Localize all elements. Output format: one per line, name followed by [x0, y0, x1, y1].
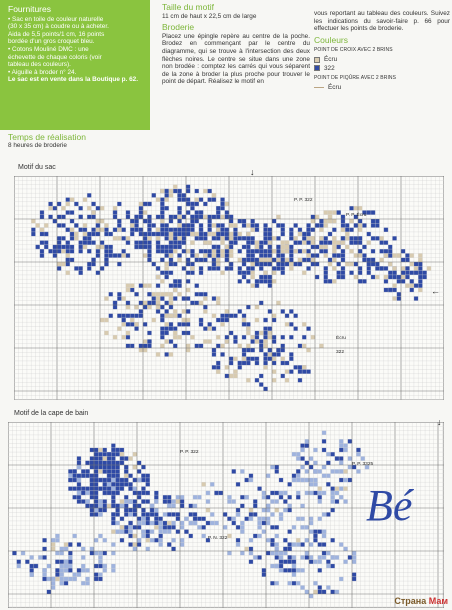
cross-stitch-heading: POINT DE CROIX AVEC 2 BRINS: [314, 47, 393, 54]
bag-mark-322: 322: [336, 350, 345, 355]
cape-chart-label: Motif de la cape de bain: [14, 410, 89, 417]
watermark-part2: Мам: [428, 596, 448, 606]
bag-chart-grid: [14, 176, 444, 400]
ecru-swatch-icon: [314, 57, 320, 63]
legend-label: 322: [324, 64, 335, 72]
center-arrow-down-icon: ↓: [437, 417, 442, 427]
supplies-line: tableau des couleurs).: [8, 61, 71, 69]
legend-label: Écru: [324, 55, 338, 63]
time-section: [8, 132, 158, 149]
supplies-note: Le sac est en vente dans la Boutique p. 62.: [8, 76, 138, 84]
cape-mark-pp3325: P. P. 3325: [352, 462, 374, 467]
legend-row-ecru: [314, 56, 450, 64]
legend-row-322: [314, 65, 450, 73]
supplies-line: • Cotons Mouliné DMC : une: [8, 45, 89, 53]
time-text: 8 heures de broderie: [8, 142, 67, 149]
supplies-line: Aida de 5,5 points/1 cm, 16 points: [8, 30, 105, 38]
continuation-text: vous reportant au tableau des couleurs. Suivez les indications du savoir-faire p. 66 pour effectuer les points de broderie.: [314, 10, 450, 33]
bag-mark-ppecru: P. P. Écru: [346, 213, 367, 218]
supplies-line: • Sac en toile de couleur naturelle: [8, 15, 104, 23]
center-arrow-left-icon: ←: [431, 286, 440, 296]
bag-mark-ecru: Écru: [336, 336, 346, 341]
cape-mark-pp322: P. P. 322: [180, 450, 199, 455]
legend-row-backstitch-ecru: [314, 84, 450, 92]
watermark-part1: Страна: [394, 596, 427, 606]
legend-label: Écru: [328, 83, 342, 91]
time-title: Temps de réalisation: [8, 132, 86, 142]
colors-title: Couleurs: [314, 34, 349, 45]
supplies-line: échevette de chaque coloris (voir: [8, 53, 102, 61]
bag-chart-label: Motif du sac: [18, 164, 56, 171]
supplies-line: • Aiguille à broder n° 24.: [8, 68, 77, 76]
backstitch-line-icon: [314, 87, 324, 88]
size-text: 11 cm de haut x 22,5 cm de large: [162, 12, 257, 20]
colors-column: [314, 0, 450, 92]
bag-mark-pp322: P. P. 322: [294, 198, 313, 203]
embroidery-text: Placez une épingle repère au centre de la poche. Brodez en commençant par le centre du diagramme, qui se trouve à l'intersection des deux flèches noires. Le centre se situe dans une zone non brodée : comptez les carrés qui vous séparent de la zone à broder la plus proche pour trouver le point de départ. Réalisez le motif en: [162, 32, 310, 86]
supplies-line: bordée d'un gros croquet bleu.: [8, 38, 95, 46]
supplies-line: (30 x 35 cm) à coudre ou à acheter.: [8, 23, 109, 31]
cape-lettering: Bé: [366, 481, 413, 530]
supplies-title: Fournitures: [8, 4, 51, 14]
watermark: [394, 596, 448, 606]
instructions-column: [162, 0, 310, 86]
cape-mark-pn322: P. N. 322: [208, 536, 228, 541]
size-title: Taille du motif: [162, 2, 214, 12]
blue-swatch-icon: [314, 65, 320, 71]
embroidery-title: Broderie: [162, 22, 195, 33]
center-arrow-down-icon: ↓: [250, 167, 255, 177]
backstitch-heading: POINT DE PIQÛRE AVEC 2 BRINS: [314, 75, 397, 82]
supplies-box: [0, 0, 150, 130]
